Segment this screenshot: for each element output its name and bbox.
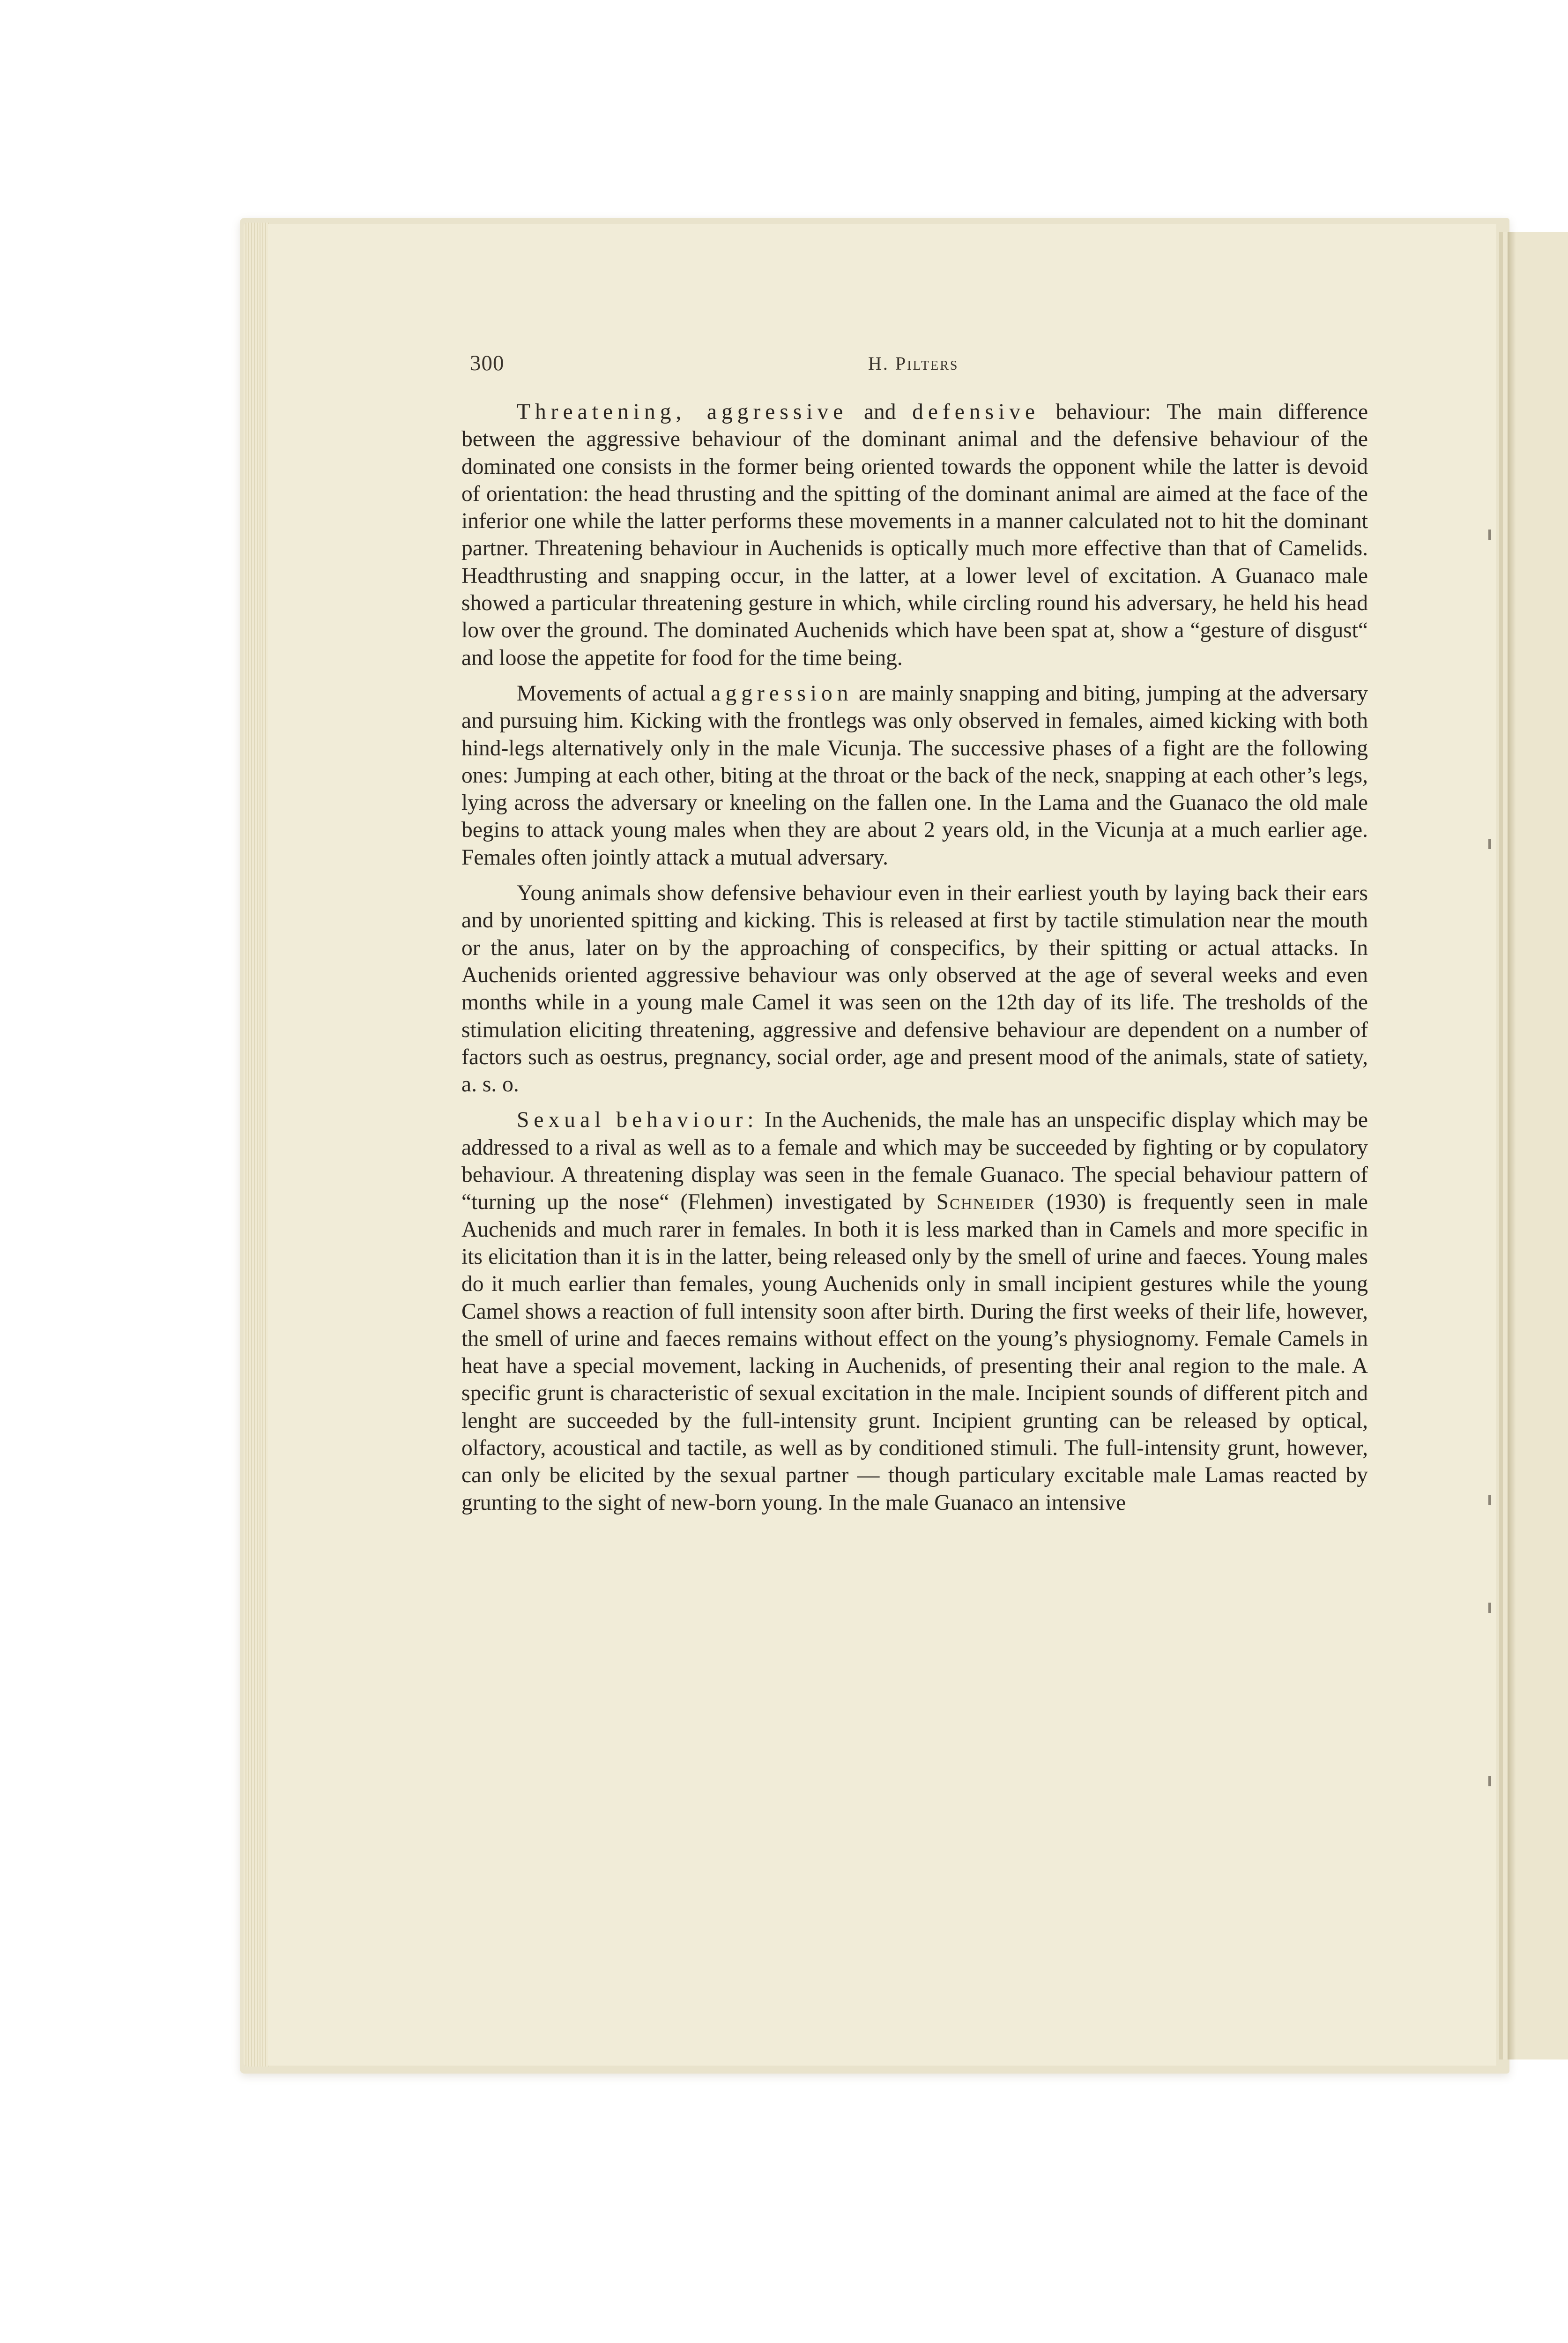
paragraph-sexual <box>461 1106 1368 1516</box>
author-name: Schneider <box>936 1190 1035 1215</box>
paragraph-aggression-after: are mainly snapping and biting, jumping at the adversary and pursuing him. Kicking with the frontlegs was only observed in females, aimed kicking with both hind-legs alternatively only in the male Vicunja. The successive phases of a fight are the following ones: Jumping at each other, biting at the throat or the back of the neck, snapping at each other’s legs, lying across the adversary or kneeling on the fallen one. In the Lama and the Guanaco the old male begins to attack young males when they are about 2 years old, in the Vicunja at a much earlier age. Females often jointly attack a mutual adversary. <box>461 681 1368 870</box>
emphasis-aggression: aggression <box>711 681 853 706</box>
edge-mark <box>1488 839 1491 849</box>
edge-mark <box>1488 1776 1491 1786</box>
edge-mark <box>1488 1603 1491 1613</box>
edge-mark <box>1488 1495 1491 1505</box>
paragraph-aggression-before: Movements of actual <box>517 681 706 706</box>
running-head-text: H. Pilters <box>868 353 959 374</box>
facing-page-rim <box>1508 232 1516 2059</box>
paragraph-sexual-after: (1930) is frequently seen in male Auchenids and much rarer in females. In both it is less marked than in Camels and more specific in its elicitation than it is in the latter, being released only by the smell of urine and faeces. Young males do it much earlier than females, young Auchenids only in small incipient gestures while the young Camel shows a reaction of full intensity soon after birth. During the first weeks of their life, however, the smell of urine and faeces remains without effect on the young’s physiognomy. Female Camels in heat have a special movement, lacking in Auchenids, of presenting their anal region to the male. A specific grunt is characteristic of sexual excitation in the male. Incipient sounds of different pitch and lenght are succeeded by the full-intensity grunt. Incipient grunting can be released by optical, olfactory, acoustical and tactile, as well as by conditioned stimuli. The full-intensity grunt, however, can only be elicited by the sexual partner — though particulary excitable male Lamas reacted by grunting to the sight of new-born young. In the male Guanaco an intensive <box>461 1190 1368 1515</box>
paragraph-threatening <box>461 398 1368 672</box>
body-text <box>461 398 1368 1525</box>
paragraph-aggression <box>461 680 1368 871</box>
page-stack-edge <box>244 223 269 2067</box>
paragraph-sexual-before: In the Auchenids, the male has an unspecific display which may be addressed to a rival as well as to a female and which may be succeeded by fighting or by copulatory behaviour. A threatening display was seen in the female Guanaco. The special behaviour pattern of “turning up the nose“ (Flehmen) investigated by <box>461 1108 1368 1215</box>
running-head <box>868 352 959 374</box>
section-lead-defensive: defensive <box>912 400 1040 424</box>
page-number: 300 <box>470 351 505 375</box>
page-header <box>470 351 1360 379</box>
section-lead-threatening: Threatening, aggressive <box>517 400 848 424</box>
section-lead-sexual: Sexual behaviour: <box>517 1108 758 1133</box>
facing-page-edge <box>1499 232 1568 2059</box>
paragraph-threatening-text: behaviour: The main difference between the aggressive behaviour of the dominant animal and the defensive behaviour of the dominated one consists in the former being oriented towards the opponent while the latter is devoid of orientation: the head thrusting and the spitting of the dominant animal are aimed at the face of the inferior one while the latter performs these movements in a manner calculated not to hit the dominant partner. Threatening behaviour in Auchenids is optically much more effective than that of Camelids. Headthrusting and snapping occur, in the latter, at a lower level of excitation. A Guanaco male showed a particular threatening gesture in which, while circling round his adversary, he held his head low over the ground. The dominated Auchenids which have been spat at, show a “gesture of disgust“ and loose the appetite for food for the time being. <box>461 400 1368 670</box>
edge-mark <box>1488 530 1491 540</box>
paragraph-young-animals: Young animals show defensive behaviour even in their earliest youth by laying back their ears and by unoriented spitting and kicking. This is released at first by tactile stimulation near the mouth or the anus, later on by the approaching of conspecifics, by their spitting or actual attacks. In Auchenids oriented aggressive behaviour was only observed at the age of several weeks and even months while in a young male Camel it was seen on the 12th day of its life. The tresholds of the stimulation eliciting threatening, aggressive and defensive behaviour are dependent on a number of factors such as oestrus, pregnancy, social order, age and present mood of the animals, state of satiety, a. s. o. <box>461 881 1368 1097</box>
word-and: and <box>863 400 896 424</box>
